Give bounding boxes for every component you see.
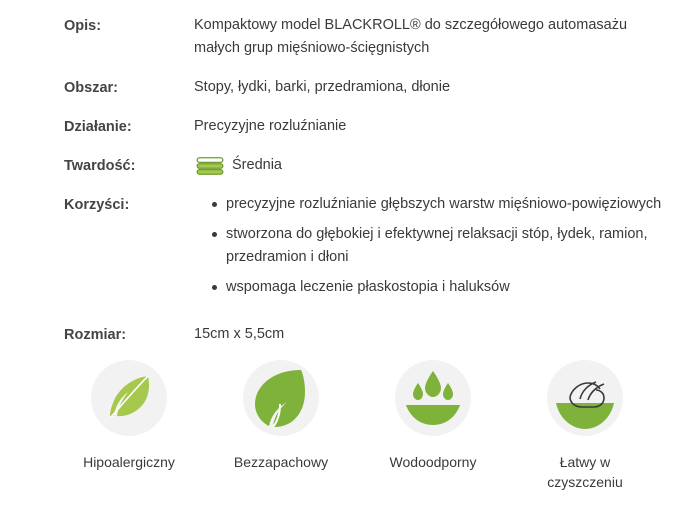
list-item: precyzyjne rozluźnianie głębszych warstw mięśniowo-powięziowych xyxy=(212,193,664,216)
hardness-medium-icon xyxy=(194,155,226,177)
water-drops-icon xyxy=(398,363,468,433)
leaf-icon xyxy=(247,364,315,432)
spec-row-hardness xyxy=(64,154,664,177)
feature-waterproof xyxy=(368,360,498,492)
benefits-list xyxy=(194,193,664,299)
feature-label: Łatwy w czyszczeniu xyxy=(547,454,623,490)
spec-value-hardness: Średnia xyxy=(232,157,282,173)
spec-label-description: Opis: xyxy=(64,18,102,34)
spec-row-benefits xyxy=(64,193,664,299)
feather-icon xyxy=(98,367,160,429)
feature-circle xyxy=(91,360,167,436)
spec-label-action: Działanie: xyxy=(64,119,132,135)
feature-odorless xyxy=(216,360,346,492)
spec-value-size: 15cm x 5,5cm xyxy=(194,326,285,342)
feature-circle xyxy=(243,360,319,436)
feature-label: Hipoalergiczny xyxy=(83,454,175,470)
spec-label-area: Obszar: xyxy=(64,80,118,96)
spec-row-size xyxy=(64,323,664,346)
feature-easy-clean xyxy=(520,360,650,492)
spec-row-area xyxy=(64,76,664,99)
spec-value-area: Stopy, łydki, barki, przedramiona, dłonie xyxy=(194,79,451,95)
feature-label: Bezzapachowy xyxy=(233,454,329,470)
spec-row-description xyxy=(64,14,664,60)
feature-circle xyxy=(395,360,471,436)
spec-value-description: Kompaktowy model BLACKROLL® do szczegółowego automasażu małych grup mięśniowo-ścięgnistych xyxy=(194,17,628,56)
list-item: wspomaga leczenie płaskostopia i haluksów xyxy=(212,276,664,299)
specification-table xyxy=(64,14,664,362)
spec-label-benefits: Korzyści: xyxy=(64,197,130,213)
feature-badges xyxy=(64,360,664,492)
feature-hypoallergenic xyxy=(64,360,194,492)
feature-circle xyxy=(547,360,623,436)
spec-row-action xyxy=(64,115,664,138)
list-item: stworzona do głębokiej i efektywnej relaksacji stóp, łydek, ramion, przedramion i dłoni xyxy=(212,223,664,269)
hand-wipe-icon xyxy=(550,363,620,433)
spec-label-size: Rozmiar: xyxy=(64,327,127,343)
spec-value-action: Precyzyjne rozluźnianie xyxy=(194,118,347,134)
spec-label-hardness: Twardość: xyxy=(64,158,136,174)
feature-label: Wodoodporny xyxy=(389,454,477,470)
